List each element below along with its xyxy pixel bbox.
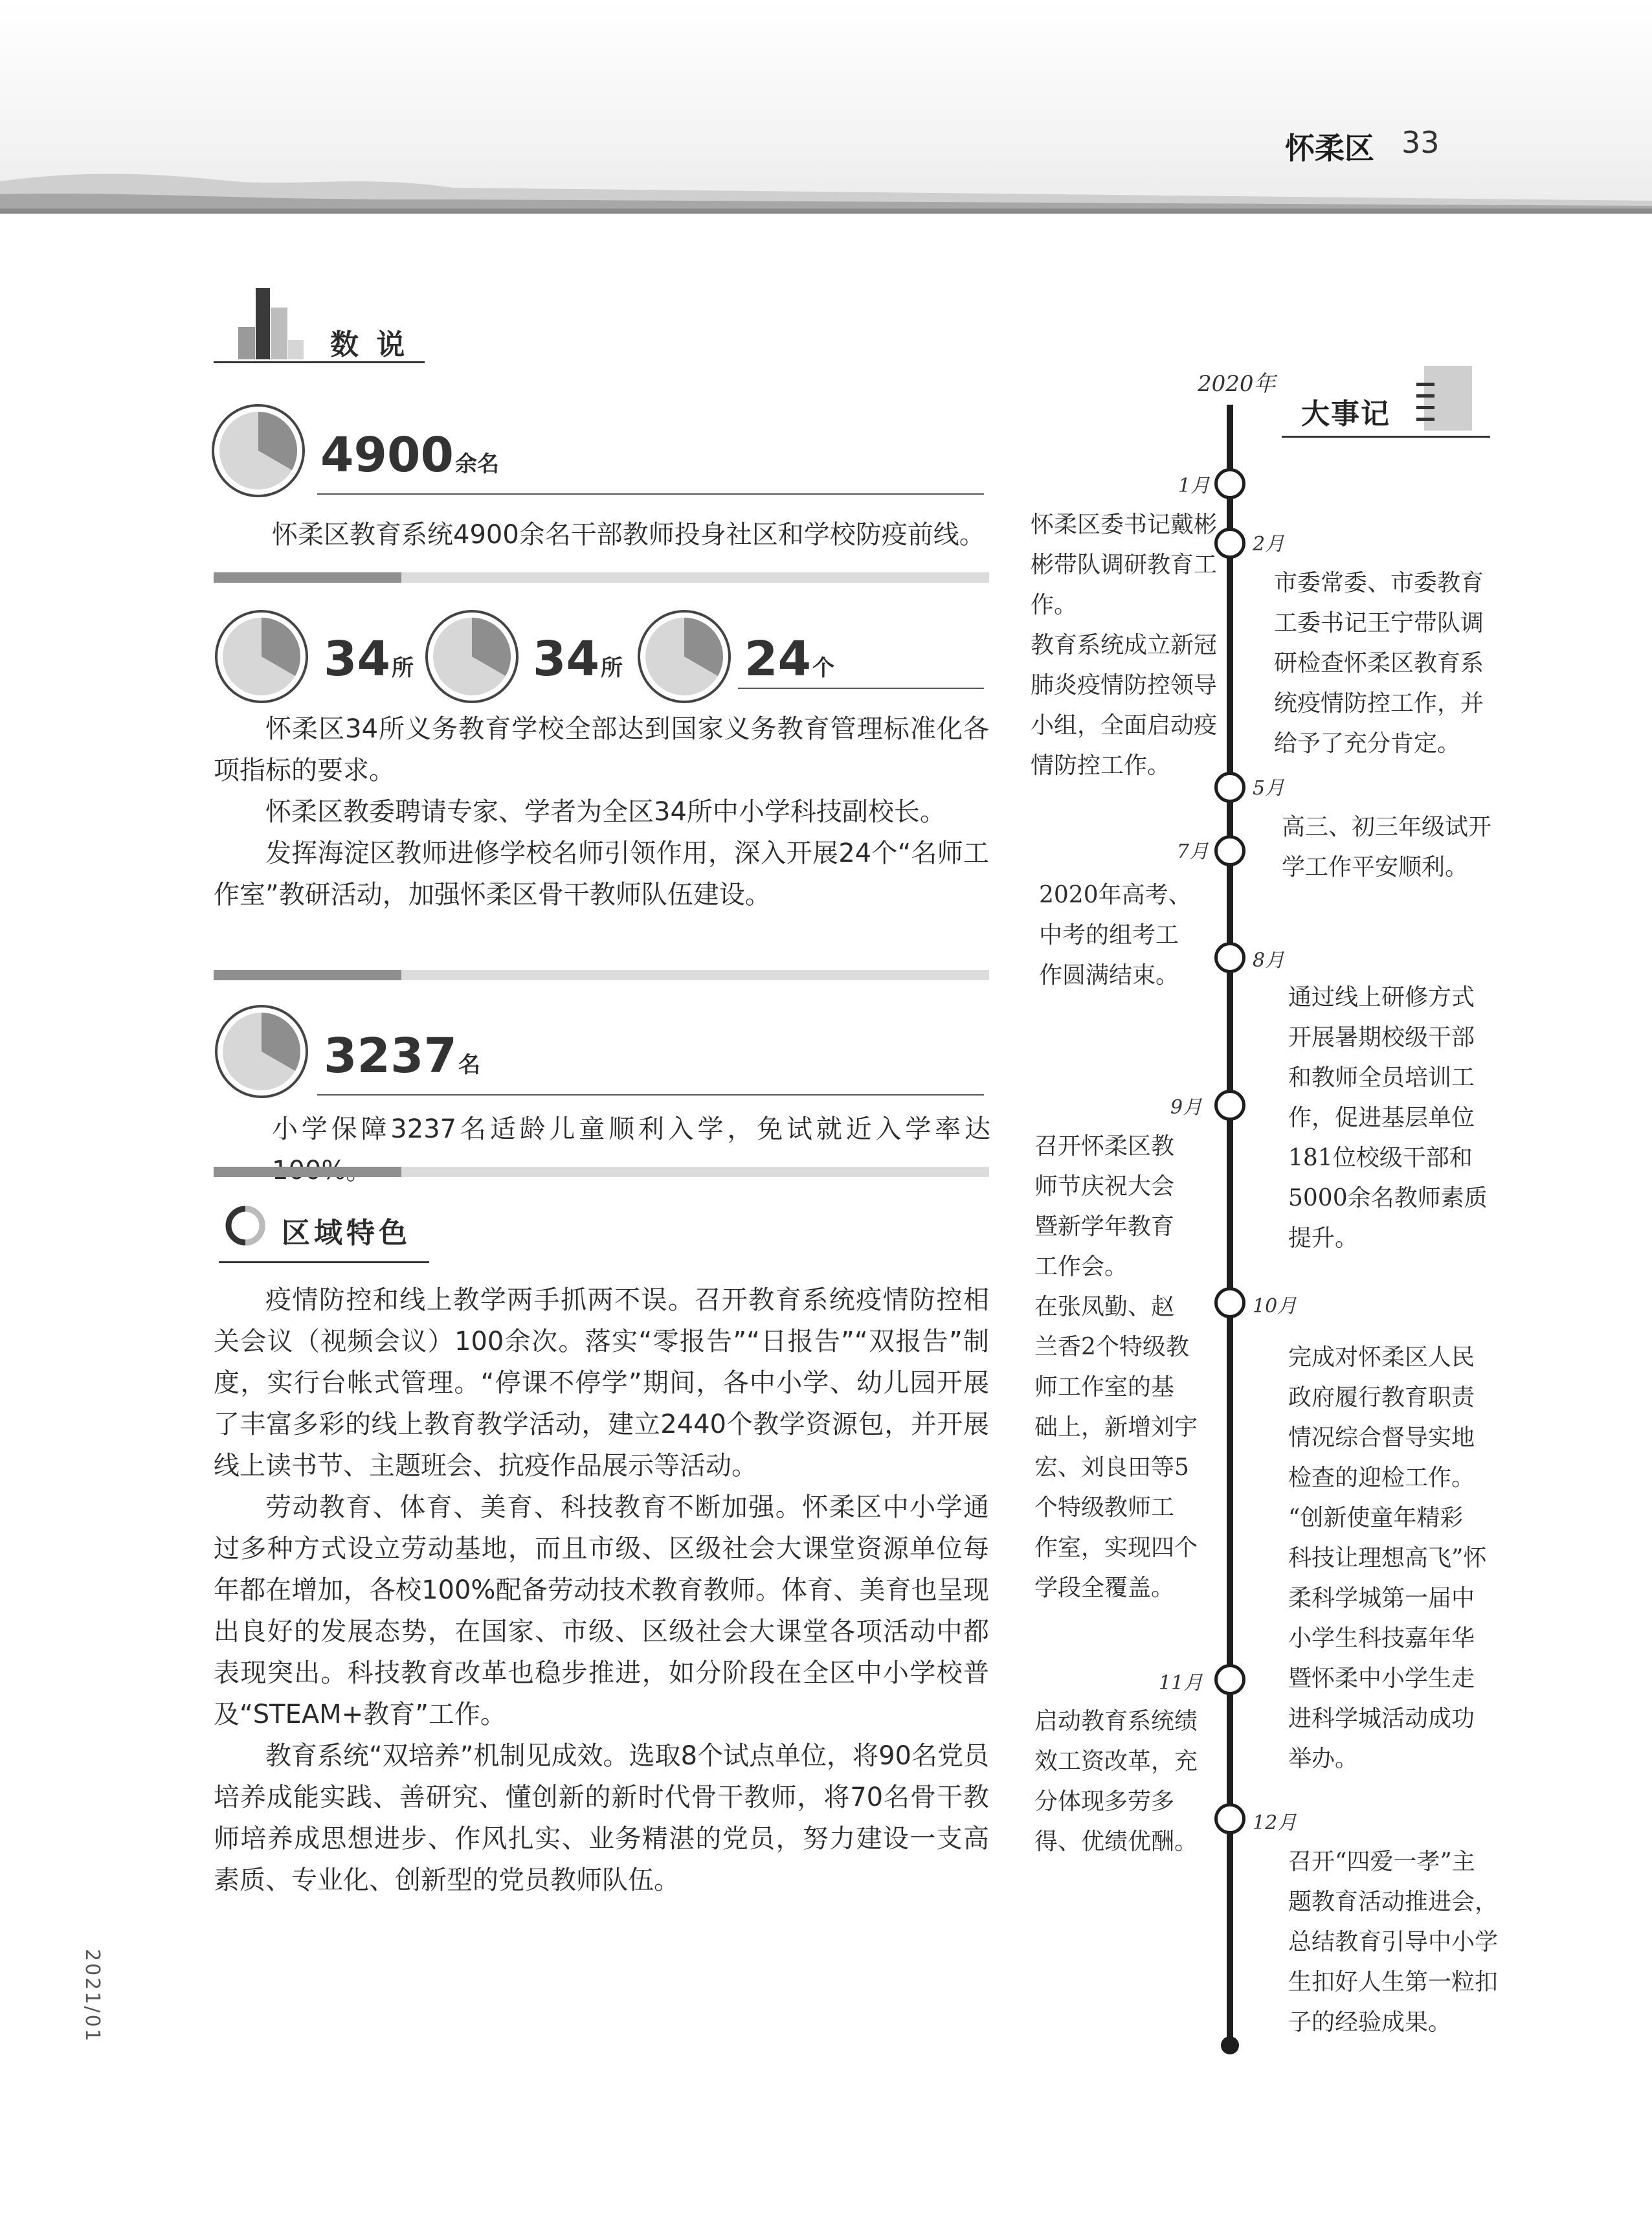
shuoshuo-title: 数 说 (330, 328, 409, 361)
paragraph: 怀柔区教委聘请专家、学者为全区34所中小学科技副校长。 (265, 797, 946, 827)
stat2b-unit: 所 (600, 655, 623, 681)
event-line: 肺炎疫情防控领导 (1031, 672, 1218, 699)
divider-bar (214, 1167, 989, 1177)
stat3-text: 小学保障3237名适龄儿童顺利入学，免试就近入学率达 (272, 1114, 990, 1144)
event-line: 举办。 (1288, 1746, 1359, 1772)
event-line: 总结教育引导中小学 (1288, 1929, 1499, 1955)
paragraph: 疫情防控和线上教学两手抓两不误。召开教育系统疫情防控相关会议（视频会议）100余次。落实“零报告”“日报告”“双报告”制度，实行台帐式管理。“停课不停学”期间，各中小学、幼儿园开展了丰富多彩的线上教育教学活动，建立2440个教学资源包，并开展线上读书节、主题班会、抗疫作品展示等活动。 (214, 1285, 989, 1481)
event-line: 工委书记王宁带队调 (1274, 610, 1484, 636)
timeline-node (1214, 772, 1245, 803)
quyu-title: 区域特色 (282, 1217, 411, 1250)
stat3-unit: 名 (458, 1052, 480, 1078)
stat2c-figure (744, 631, 834, 687)
month-label: 11月 (1159, 1672, 1203, 1694)
stat2c-unit: 个 (812, 655, 834, 681)
stat2-text (214, 708, 989, 916)
event-line: 中考的组考工 (1039, 922, 1179, 949)
quyu-underline (219, 1261, 429, 1263)
event-line: 小组，全面启动疫 (1031, 712, 1218, 739)
event-line: 召开怀柔区教 (1034, 1133, 1175, 1160)
event-line: 学工作平安顺利。 (1282, 854, 1469, 881)
event-line: 开展暑期校级干部 (1288, 1024, 1475, 1051)
event-jul (1039, 875, 1207, 996)
event-line: 兰香2个特级教 (1034, 1334, 1189, 1360)
event-line: 召开“四爱一孝”主 (1288, 1849, 1475, 1875)
event-line: 效工资改革，充 (1034, 1748, 1198, 1775)
stat2-underline (738, 688, 984, 689)
pie-icon (210, 403, 306, 499)
timeline-axis (1227, 405, 1233, 2049)
event-line: 2020年高考、 (1039, 882, 1192, 908)
paragraph: 教育系统“双培养”机制见成效。选取8个试点单位，将90名党员培养成能实践、善研究、懂创新的新时代骨干教师，将70名骨干教师培养成思想进步、作风扎实、业务精湛的党员，努力建设一支高素质、专业化、创新型的党员教师队伍。 (214, 1741, 989, 1895)
header-section-name: 怀柔区 (1285, 131, 1374, 166)
stat1-underline (317, 493, 984, 495)
stat3-underline (317, 1094, 984, 1096)
stat2b-figure (533, 631, 623, 687)
timeline-node (1214, 1287, 1245, 1318)
stat1-text: 怀柔区教育系统4900余名干部教师投身社区和学校防疫前线。 (272, 520, 985, 550)
event-line: 个特级教师工 (1034, 1494, 1175, 1521)
month-label: 2月 (1253, 533, 1285, 556)
event-line: 情防控工作。 (1031, 752, 1171, 779)
timeline-node (1214, 1664, 1245, 1695)
event-line: 作。 (1031, 592, 1078, 618)
stat3-figure (324, 1028, 480, 1084)
event-line: 提升。 (1288, 1225, 1359, 1252)
month-label: 10月 (1253, 1295, 1297, 1318)
event-dec (1288, 1842, 1508, 2043)
stat2a-figure (324, 631, 414, 687)
event-line: 彬带队调研教育工 (1031, 552, 1218, 578)
month-label: 8月 (1253, 949, 1285, 972)
pie-icon (214, 609, 309, 704)
paragraph: 发挥海淀区教师进修学校名师引领作用，深入开展24个“名师工作室”教研活动，加强怀柔区骨干教师队伍建设。 (214, 838, 989, 910)
event-may (1282, 807, 1502, 888)
event-line: 181位校级干部和 (1288, 1145, 1473, 1171)
event-line: 生扣好人生第一粒扣 (1288, 1969, 1499, 1996)
bar-chart-icon (236, 288, 311, 359)
timeline-title: 大事记 (1301, 398, 1390, 431)
event-line: 检查的迎检工作。 (1288, 1465, 1475, 1491)
timeline-year: 2020年 (1198, 371, 1276, 397)
event-line: 暨怀柔中小学生走 (1288, 1665, 1475, 1692)
event-line: 研检查怀柔区教育系 (1274, 650, 1484, 677)
event-oct (1288, 1338, 1508, 1779)
stat1-figure (320, 427, 499, 483)
event-line: 政府履行教育职责 (1288, 1384, 1475, 1411)
header-hills-decoration (0, 155, 1652, 214)
calendar-stripes-icon (1411, 366, 1473, 431)
month-label: 9月 (1170, 1096, 1203, 1119)
stat2b-number: 34 (533, 631, 599, 687)
event-line: 在张凤勤、赵 (1034, 1294, 1175, 1320)
event-line: 进科学城活动成功 (1288, 1705, 1475, 1732)
stat2a-number: 34 (324, 631, 390, 687)
timeline-node (1214, 835, 1245, 866)
event-line: 分体现多劳多 (1034, 1788, 1175, 1815)
stat1-number: 4900 (320, 427, 454, 483)
paragraph: 怀柔区34所义务教育学校全部达到国家义务教育管理标准化各项指标的要求。 (214, 714, 989, 785)
event-jan (1031, 505, 1218, 786)
timeline-node (1214, 1090, 1245, 1121)
timeline-node (1214, 1803, 1245, 1834)
event-line: 题教育活动推进会， (1288, 1889, 1499, 1915)
event-line: 柔科学城第一届中 (1288, 1585, 1475, 1612)
event-line: 小学生科技嘉年华 (1288, 1625, 1475, 1652)
event-line: 础上，新增刘宇 (1034, 1414, 1198, 1441)
page-number: 33 (1401, 125, 1440, 160)
quyu-text (214, 1279, 989, 1901)
month-label: 7月 (1177, 840, 1209, 863)
event-line: 统疫情防控工作，并 (1274, 690, 1484, 717)
event-line: 作室，实现四个 (1034, 1535, 1198, 1561)
half-circle-icon (225, 1206, 265, 1246)
event-line: 学段全覆盖。 (1034, 1575, 1175, 1601)
event-line: 通过线上研修方式 (1288, 984, 1475, 1011)
stat2a-unit: 所 (391, 655, 414, 681)
stat3-number: 3237 (324, 1028, 457, 1084)
event-line: 科技让理想高飞”怀 (1288, 1545, 1487, 1571)
event-nov (1034, 1702, 1216, 1862)
paragraph: 劳动教育、体育、美育、科技教育不断加强。怀柔区中小学通过多种方式设立劳动基地，而且市级、区级社会大课堂资源单位每年都在增加，各校100%配备劳动技术教育教师。体育、美育也呈现出良好的发展态势，在国家、市级、区级社会大课堂各项活动中都表现突出。科技教育改革也稳步推进，如分阶段在全区中小学校普及“STEAM+教育”工作。 (214, 1492, 989, 1729)
event-line: 师工作室的基 (1034, 1374, 1175, 1400)
month-label: 1月 (1178, 475, 1211, 497)
timeline-node (1214, 528, 1245, 559)
event-line: 怀柔区委书记戴彬 (1031, 512, 1218, 538)
divider-bar (214, 572, 989, 583)
event-line: 完成对怀柔区人民 (1288, 1344, 1475, 1371)
event-line: 市委常委、市委教育 (1274, 570, 1484, 596)
month-label: 5月 (1253, 777, 1285, 800)
pie-icon (214, 1004, 309, 1099)
stat2c-number: 24 (744, 631, 811, 687)
timeline-node (1214, 468, 1245, 499)
event-line: 高三、初三年级试开 (1282, 814, 1492, 840)
event-sep (1034, 1127, 1209, 1608)
event-line: 子的经验成果。 (1288, 2009, 1452, 2036)
event-line: 启动教育系统绩 (1034, 1708, 1198, 1735)
stat1-unit: 余名 (454, 451, 499, 477)
pie-icon (424, 609, 520, 704)
event-line: 给予了充分肯定。 (1274, 730, 1461, 757)
issue-date: 2021/01 (81, 1949, 104, 2043)
event-line: 工作会。 (1034, 1254, 1128, 1280)
event-line: 情况综合督导实地 (1288, 1424, 1475, 1451)
event-feb (1274, 563, 1513, 764)
event-line: 宏、刘良田等5 (1034, 1454, 1189, 1481)
event-line: 和教师全员培训工 (1288, 1064, 1475, 1091)
event-line: 教育系统成立新冠 (1031, 632, 1218, 658)
month-label: 12月 (1253, 1812, 1297, 1834)
event-line: 作，促进基层单位 (1288, 1105, 1475, 1131)
timeline-title-underline (1282, 436, 1490, 438)
event-line: 暨新学年教育 (1034, 1213, 1175, 1240)
timeline-end-dot (1221, 2036, 1239, 2054)
event-aug (1288, 978, 1508, 1259)
timeline-node (1214, 942, 1245, 973)
event-line: 作圆满结束。 (1039, 962, 1179, 989)
shuoshuo-underline (214, 361, 425, 363)
event-line: “创新使童年精彩 (1288, 1505, 1464, 1531)
pie-icon (636, 609, 732, 704)
event-line: 师节庆祝大会 (1034, 1173, 1175, 1200)
divider-bar (214, 970, 989, 980)
event-line: 得、优绩优酬。 (1034, 1828, 1198, 1855)
event-line: 5000余名教师素质 (1288, 1185, 1488, 1211)
